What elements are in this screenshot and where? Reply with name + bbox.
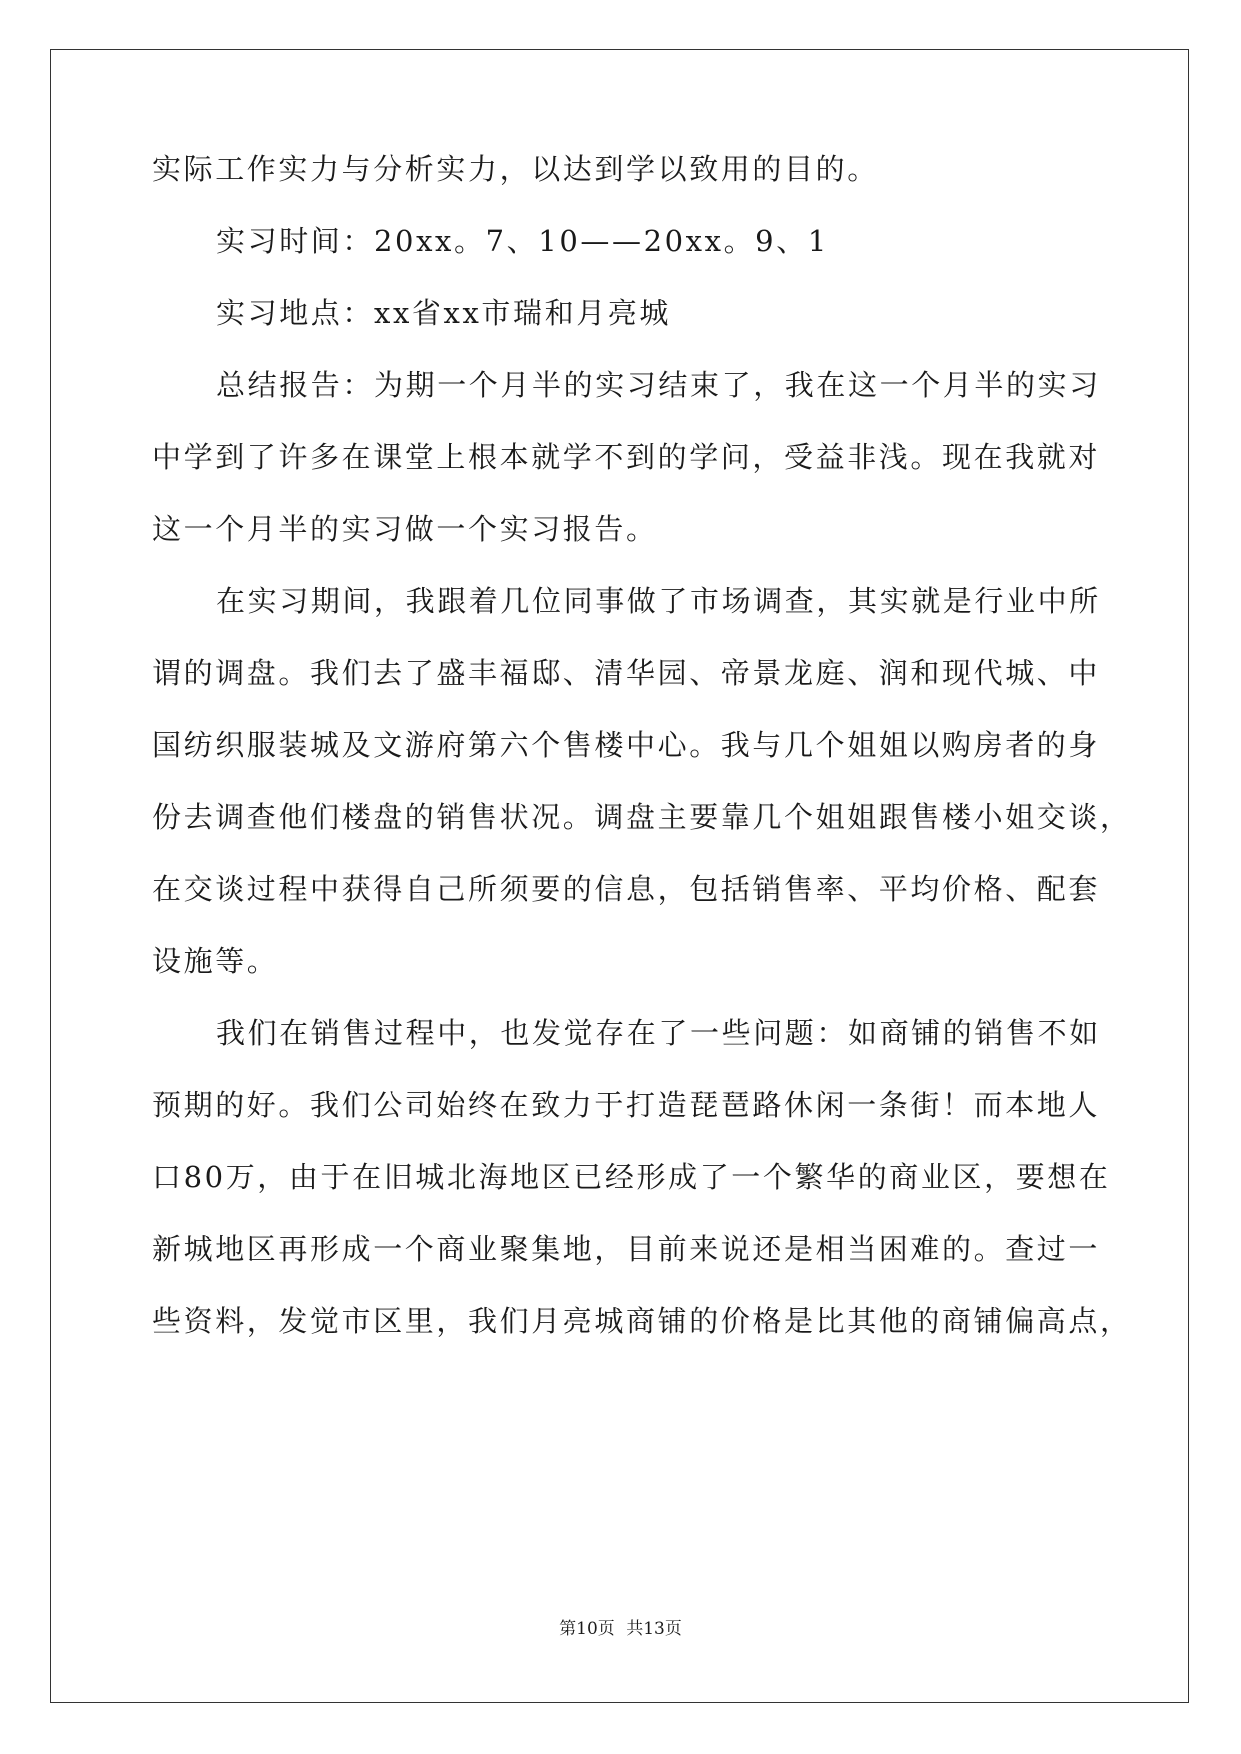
text-line: 实际工作实力与分析实力，以达到学以致用的目的。 xyxy=(152,152,879,186)
text-line: 总结报告：为期一个月半的实习结束了，我在这一个月半的实习 xyxy=(216,368,1101,402)
internship-time: 实习时间：20xx。7、10——20xx。9、1 xyxy=(216,224,829,258)
text-line: 新城地区再形成一个商业聚集地，目前来说还是相当困难的。查过一 xyxy=(152,1232,1101,1266)
text-line: 份去调查他们楼盘的销售状况。调盘主要靠几个姐姐跟售楼小姐交谈， xyxy=(152,800,1132,834)
text-line: 我们在销售过程中，也发觉存在了一些问题：如商铺的销售不如 xyxy=(216,1016,1101,1050)
text-line: 口80万，由于在旧城北海地区已经形成了一个繁华的商业区，要想在 xyxy=(152,1160,1111,1194)
text-line: 国纺织服装城及文游府第六个售楼中心。我与几个姐姐以购房者的身 xyxy=(152,728,1101,762)
text-line: 这一个月半的实习做一个实习报告。 xyxy=(152,512,658,546)
page-number-footer: 第10页 共13页 xyxy=(559,1619,682,1639)
text-line: 中学到了许多在课堂上根本就学不到的学问，受益非浅。现在我就对 xyxy=(152,440,1101,474)
text-line: 谓的调盘。我们去了盛丰福邸、清华园、帝景龙庭、润和现代城、中 xyxy=(152,656,1101,690)
text-line: 在实习期间，我跟着几位同事做了市场调查，其实就是行业中所 xyxy=(216,584,1101,618)
text-line: 些资料，发觉市区里，我们月亮城商铺的价格是比其他的商铺偏高点， xyxy=(152,1304,1132,1338)
internship-location: 实习地点：xx省xx市瑞和月亮城 xyxy=(216,296,672,330)
text-line: 设施等。 xyxy=(152,944,279,978)
text-line: 预期的好。我们公司始终在致力于打造琵琶路休闲一条街！而本地人 xyxy=(152,1088,1101,1122)
text-line: 在交谈过程中获得自己所须要的信息，包括销售率、平均价格、配套 xyxy=(152,872,1101,906)
